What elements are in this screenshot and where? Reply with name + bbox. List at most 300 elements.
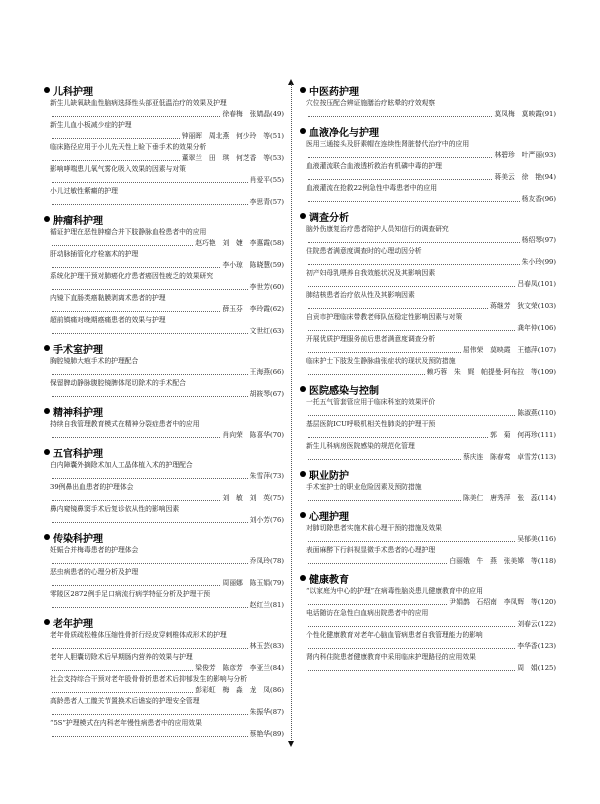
- author-line: [44, 493, 284, 504]
- toc-entry[interactable]: [300, 161, 556, 183]
- bullet-icon: [300, 471, 306, 477]
- bullet-icon: [44, 534, 50, 540]
- toc-section: [44, 341, 284, 400]
- article-authors: 郭 菊 何再珍: [490, 431, 538, 439]
- article-title: 血液灌流联合血液透析救治有机磷中毒的护理: [306, 162, 442, 170]
- bullet-icon: [44, 408, 50, 414]
- author-line: [44, 471, 284, 482]
- dot-leader: [52, 648, 248, 649]
- toc-section: [300, 209, 556, 378]
- toc-entry[interactable]: [44, 293, 284, 315]
- article-authors: 莫凤梅 莫映霞: [494, 110, 543, 118]
- author-line: [44, 109, 284, 120]
- section-heading: [44, 83, 284, 97]
- article-title: 对肺切除患者实施术前心理干预的措施及效果: [306, 524, 442, 532]
- article-authors: 彭彩虹 梅 淼 龙 凤: [195, 686, 271, 694]
- article-authors: 蔡艳华: [249, 730, 271, 738]
- article-authors: 赖巧蓉 朱 娓 帕提曼·阿布拉 等: [426, 368, 538, 376]
- page-number: (75): [270, 494, 284, 502]
- author-line: [300, 367, 556, 378]
- author-line: [300, 194, 556, 205]
- article-authors: 屈伟荣 莫映霞 王德萍: [462, 346, 538, 354]
- article-title: 肺结核患者治疗依从性及其影响因素: [306, 291, 415, 299]
- page-number: (49): [270, 110, 284, 118]
- author-line: [300, 235, 556, 246]
- dot-leader: [52, 607, 248, 608]
- article-title: 血液灌流在抢救22例急性中毒患者中的应用: [306, 184, 437, 192]
- section-title: 职业防护: [309, 470, 349, 482]
- article-title: 零陵区2872例手足口病流行病学特征分析及护理干预: [50, 590, 211, 598]
- toc-entry[interactable]: [300, 98, 556, 120]
- toc-entry[interactable]: [300, 246, 556, 268]
- toc-entry[interactable]: [300, 334, 556, 356]
- toc-entry[interactable]: [300, 290, 556, 312]
- article-title: 超前镇痛对晚期癌痛患者的效果与护理: [50, 316, 166, 324]
- author-line: [44, 556, 284, 567]
- toc-entry[interactable]: [300, 419, 556, 441]
- article-title: 肾内科住院患者健康教育中采用临床护理路径的应用效果: [306, 653, 476, 661]
- article-authors: 林玉芸: [249, 642, 271, 650]
- author-line: [44, 389, 284, 400]
- article-title: 小儿过敏性紫癜的护理: [50, 187, 118, 195]
- page-number: (96): [542, 195, 556, 203]
- dot-leader: [52, 204, 248, 205]
- article-title: 一托五气管套管应用于临床科室的效果评价: [306, 398, 436, 406]
- column-divider: [291, 84, 292, 742]
- article-authors: 刘 敏 刘 英: [222, 494, 271, 502]
- page-number: (73): [270, 472, 284, 480]
- section-title: 医院感染与控制: [309, 385, 379, 397]
- page-number: (63): [270, 327, 284, 335]
- dot-leader: [308, 437, 488, 438]
- toc-section: [300, 124, 556, 205]
- toc-entry[interactable]: [300, 586, 556, 608]
- section-heading: [44, 615, 284, 629]
- article-title: 基层医院ICU呼吸机相关性肺炎的护理干预: [306, 420, 436, 428]
- article-title: 白内障囊外摘除术加人工晶体植入术的护理配合: [50, 461, 193, 469]
- toc-entry[interactable]: [44, 630, 284, 652]
- article-title: 住院患者满意度调查时的心理动因分析: [306, 247, 422, 255]
- toc-entry[interactable]: [44, 545, 284, 567]
- article-title: 胸腔镜肺大疱手术的护理配合: [50, 357, 139, 365]
- toc-section: [44, 212, 284, 337]
- toc-entry[interactable]: [44, 271, 284, 293]
- page-number: (91): [542, 110, 556, 118]
- page-number: (114): [537, 494, 556, 502]
- dot-leader: [308, 415, 515, 416]
- toc-entry[interactable]: [44, 674, 284, 696]
- page-number: (118): [537, 557, 556, 565]
- article-authors: 林碧珍 叶严丽: [494, 151, 543, 159]
- section-title: 老年护理: [53, 618, 93, 630]
- article-title: 自贡市护理临床带教老师队伍稳定性影响因素与对策: [306, 313, 463, 321]
- article-authors: 周 娟: [517, 664, 538, 672]
- page-number: (116): [537, 535, 556, 543]
- article-authors: 蒋美云 徐 艳: [494, 173, 543, 181]
- article-authors: 朱雪萍: [249, 472, 271, 480]
- section-title: 儿科护理: [53, 86, 93, 98]
- article-authors: 梁俊芳 陈彦芳 李亚兰: [195, 664, 271, 672]
- page-number: (79): [270, 579, 284, 587]
- bullet-icon: [44, 216, 50, 222]
- page-number: (123): [537, 642, 556, 650]
- author-line: [44, 153, 284, 164]
- section-heading: [44, 445, 284, 459]
- toc-column-right: [300, 83, 556, 678]
- toc-entry[interactable]: [44, 120, 284, 142]
- page-number: (110): [537, 409, 556, 417]
- bullet-icon: [300, 386, 306, 392]
- toc-section: [44, 445, 284, 526]
- toc-entry[interactable]: [44, 589, 284, 611]
- author-line: [300, 345, 556, 356]
- author-line: [44, 729, 284, 740]
- author-line: [300, 430, 556, 441]
- page-number: (76): [270, 516, 284, 524]
- dot-leader: [308, 179, 492, 180]
- article-authors: 赵巧艳 刘 婕 李惠霞: [195, 239, 271, 247]
- toc-entry[interactable]: [300, 630, 556, 652]
- article-authors: 吕春凤: [517, 280, 538, 288]
- toc-entry[interactable]: [300, 608, 556, 630]
- section-heading: [300, 124, 556, 138]
- page-number: (59): [270, 261, 284, 269]
- toc-entry[interactable]: [300, 652, 556, 674]
- dot-leader: [52, 289, 248, 290]
- author-line: [44, 430, 284, 441]
- toc-entry[interactable]: [44, 718, 284, 740]
- toc-entry[interactable]: [44, 378, 284, 400]
- dot-leader: [308, 626, 515, 627]
- dot-leader: [308, 648, 515, 649]
- author-line: [300, 172, 556, 183]
- toc-section: [300, 508, 556, 567]
- article-title: 医用三通接头及肝素帽在连续性肾脏替代治疗中的应用: [306, 140, 470, 148]
- section-title: 心理护理: [309, 511, 349, 523]
- page-number: (78): [270, 557, 284, 565]
- page-number: (53): [270, 154, 284, 162]
- author-line: [44, 367, 284, 378]
- toc-entry[interactable]: [300, 139, 556, 161]
- toc-entry[interactable]: [44, 186, 284, 208]
- article-title: 社会支持综合干预对老年股骨骨折患者术后抑郁发生的影响与分析: [50, 675, 248, 683]
- article-title: 开展优质护理服务前后患者满意度调查分析: [306, 335, 436, 343]
- page-number: (111): [537, 431, 556, 439]
- toc-section: [300, 382, 556, 463]
- author-line: [44, 131, 284, 142]
- section-title: 精神科护理: [53, 407, 103, 419]
- article-title: 手术室护士的职业危险因素及预防措施: [306, 483, 422, 491]
- dot-leader: [52, 182, 248, 183]
- article-authors: 刘春云: [517, 620, 538, 628]
- section-title: 健康教育: [309, 574, 349, 586]
- article-authors: 吴郁美: [517, 535, 538, 543]
- article-title: 系统化护理干预对肺癌化疗患者癌因性疲乏的效果研究: [50, 272, 214, 280]
- toc-entry[interactable]: [300, 312, 556, 334]
- article-title: 电话随访在急性白血病出院患者中的应用: [306, 609, 429, 617]
- author-line: [44, 326, 284, 337]
- toc-entry[interactable]: [44, 504, 284, 526]
- section-title: 血液净化与护理: [309, 127, 379, 139]
- toc-entry[interactable]: [44, 482, 284, 504]
- section-heading: [300, 508, 556, 522]
- toc-entry[interactable]: [300, 441, 556, 463]
- dot-leader: [308, 563, 447, 564]
- dot-leader: [308, 500, 461, 501]
- article-title: 恶虫病患者的心理分析及护理: [50, 568, 139, 576]
- article-title: 高龄患者人工髋关节置换术后谵妄的护理安全管理: [50, 697, 200, 705]
- article-title: 新生儿缺氧缺血性脑病选择性头部亚低温治疗的效果及护理: [50, 99, 227, 107]
- author-line: [44, 260, 284, 271]
- dot-leader: [52, 396, 248, 397]
- toc-entry[interactable]: [44, 696, 284, 718]
- page-number: (94): [542, 173, 556, 181]
- page-number: (62): [270, 305, 284, 313]
- article-title: 内镜下直肠类癌黏膜剥离术患者的护理: [50, 294, 166, 302]
- article-authors: 杨友香: [521, 195, 543, 203]
- article-title: 脑外伤康复治疗患者陪护人员知信行的调查研究: [306, 225, 449, 233]
- page-number: (51): [270, 132, 284, 140]
- author-line: [300, 279, 556, 290]
- section-title: 传染科护理: [53, 533, 103, 545]
- toc-entry[interactable]: [300, 183, 556, 205]
- divider-bottom-arrow: [288, 741, 294, 747]
- bullet-icon: [300, 512, 306, 518]
- section-heading: [300, 83, 556, 97]
- page-number: (120): [537, 598, 556, 606]
- toc-entry[interactable]: [44, 142, 284, 164]
- section-title: 调查分析: [309, 212, 349, 224]
- bullet-icon: [300, 213, 306, 219]
- author-line: [44, 197, 284, 208]
- toc-entry[interactable]: [300, 356, 556, 378]
- article-authors: 朱小玲: [521, 258, 543, 266]
- section-heading: [44, 212, 284, 226]
- dot-leader: [52, 585, 220, 586]
- article-authors: 周丽娜 陈玉娟: [222, 579, 271, 587]
- article-authors: 肖爱平: [249, 176, 271, 184]
- article-authors: 陈淑燕: [517, 409, 538, 417]
- article-authors: 王海燕: [249, 368, 271, 376]
- article-title: 持续自我管理教育模式在精神分裂症患者中的应用: [50, 420, 200, 428]
- dot-leader: [52, 714, 248, 715]
- toc-entry[interactable]: [300, 268, 556, 290]
- page-number: (57): [270, 198, 284, 206]
- section-heading: [44, 404, 284, 418]
- section-heading: [300, 571, 556, 585]
- bullet-icon: [44, 449, 50, 455]
- article-authors: 文世红: [249, 327, 271, 335]
- dot-leader: [308, 264, 520, 265]
- article-authors: 尹娟鹊 石绍南 李凤辉 等: [449, 598, 538, 606]
- article-title: 肝动脉插管化疗栓塞术的护理: [50, 250, 139, 258]
- article-title: 老年人胆囊切除术后早期肠内营养的效果与护理: [50, 653, 193, 661]
- article-title: 循证护理在恶性肿瘤合并下肢静脉血栓患者中的应用: [50, 228, 207, 236]
- author-line: [44, 238, 284, 249]
- dot-leader: [52, 670, 193, 671]
- section-heading: [300, 209, 556, 223]
- toc-entry[interactable]: [44, 98, 284, 120]
- author-line: [300, 150, 556, 161]
- article-title: 39例鼻出血患者的护理体会: [50, 483, 134, 491]
- page-number: (84): [270, 664, 284, 672]
- article-authors: 乔凤玲: [249, 557, 271, 565]
- author-line: [300, 301, 556, 312]
- author-line: [44, 304, 284, 315]
- dot-leader: [308, 459, 461, 460]
- toc-section: [44, 530, 284, 611]
- toc-entry[interactable]: [44, 567, 284, 589]
- author-line: [300, 641, 556, 652]
- page-number: (113): [537, 453, 556, 461]
- dot-leader: [52, 692, 193, 693]
- bullet-icon: [44, 619, 50, 625]
- article-authors: 董翠兰 田 琪 何芝香 等: [181, 154, 271, 162]
- section-title: 手术室护理: [53, 344, 103, 356]
- dot-leader: [52, 311, 220, 312]
- bullet-icon: [300, 575, 306, 581]
- toc-section: [44, 404, 284, 441]
- page-number: (70): [270, 431, 284, 439]
- page-number: (86): [270, 686, 284, 694]
- page-number: (125): [537, 664, 556, 672]
- dot-leader: [308, 308, 488, 309]
- page-number: (66): [270, 368, 284, 376]
- dot-leader: [308, 604, 447, 605]
- article-authors: 白丽娥 牛 燕 张美嫦 等: [449, 557, 538, 565]
- author-line: [300, 619, 556, 630]
- dot-leader: [52, 736, 248, 737]
- section-heading: [44, 341, 284, 355]
- author-line: [44, 282, 284, 293]
- toc-section: [44, 83, 284, 208]
- author-line: [44, 578, 284, 589]
- article-authors: 蒋继芳 狄文荣: [490, 302, 538, 310]
- toc-entry[interactable]: [44, 460, 284, 482]
- toc-entry[interactable]: [44, 227, 284, 249]
- page-number: (106): [537, 324, 556, 332]
- author-line: [300, 257, 556, 268]
- article-authors: 胡筱琴: [249, 390, 271, 398]
- toc-column-left: [44, 83, 284, 744]
- dot-leader: [308, 157, 492, 158]
- article-authors: 刘小芳: [249, 516, 271, 524]
- page-number: (97): [542, 236, 556, 244]
- bullet-icon: [300, 87, 306, 93]
- author-line: [300, 408, 556, 419]
- author-line: [300, 109, 556, 120]
- toc-entry[interactable]: [300, 397, 556, 419]
- author-line: [44, 685, 284, 696]
- toc-section: [44, 615, 284, 740]
- dot-leader: [308, 352, 461, 353]
- toc-entry[interactable]: [44, 164, 284, 186]
- article-title: “以家庭为中心的护理”在病毒性脑炎患儿健康教育中的应用: [306, 587, 483, 595]
- toc-section: [300, 571, 556, 674]
- section-title: 中医药护理: [309, 86, 359, 98]
- article-authors: 李小琼 陈晓慧: [222, 261, 271, 269]
- author-line: [300, 663, 556, 674]
- section-heading: [300, 382, 556, 396]
- section-heading: [300, 467, 556, 481]
- dot-leader: [52, 160, 180, 161]
- dot-leader: [52, 116, 220, 117]
- author-line: [44, 641, 284, 652]
- article-authors: 肖向荣 陈喜华: [222, 431, 271, 439]
- article-title: 妊娠合并梅毒患者的护理体会: [50, 546, 139, 554]
- dot-leader: [52, 138, 180, 139]
- article-authors: 杨绍琴: [521, 236, 543, 244]
- article-title: 新生儿血小板减少症的护理: [50, 121, 132, 129]
- page-number: (122): [537, 620, 556, 628]
- author-line: [300, 493, 556, 504]
- bullet-icon: [300, 128, 306, 134]
- article-title: 保留脾动静脉腹腔镜脾体尾切除术的手术配合: [50, 379, 186, 387]
- bullet-icon: [44, 87, 50, 93]
- toc-entry[interactable]: [300, 224, 556, 246]
- toc-entry[interactable]: [300, 545, 556, 567]
- dot-leader: [52, 563, 248, 564]
- article-authors: 李世芳: [249, 283, 271, 291]
- page-number: (83): [270, 642, 284, 650]
- dot-leader: [308, 541, 515, 542]
- page-number: (99): [542, 258, 556, 266]
- author-line: [300, 323, 556, 334]
- page-number: (89): [270, 730, 284, 738]
- article-authors: 徐春梅 张婧晶: [222, 110, 271, 118]
- article-title: 影响哮喘患儿氧气雾化吸入效果的因素与对策: [50, 165, 186, 173]
- page-number: (103): [537, 302, 556, 310]
- toc-entry[interactable]: [300, 523, 556, 545]
- page-number: (93): [542, 151, 556, 159]
- article-authors: 钟丽晖 周北燕 何少玲 等: [181, 132, 271, 140]
- dot-leader: [52, 522, 248, 523]
- section-title: 肿瘤科护理: [53, 215, 103, 227]
- author-line: [44, 600, 284, 611]
- dot-leader: [52, 500, 220, 501]
- toc-entry[interactable]: [44, 419, 284, 441]
- author-line: [44, 515, 284, 526]
- article-title: 新生儿科病房医院感染的规范化管理: [306, 442, 415, 450]
- toc-entry[interactable]: [44, 652, 284, 674]
- article-title: 个性化健康教育对老年心脑血管病患者自我管理能力的影响: [306, 631, 483, 639]
- toc-entry[interactable]: [44, 315, 284, 337]
- article-title: 穴位按压配合辨证施膳治疗眩晕的疗效观察: [306, 99, 436, 107]
- section-heading: [44, 530, 284, 544]
- page-number: (107): [537, 346, 556, 354]
- article-title: 老年骨质疏松椎体压缩性骨折行经皮穿刺椎体成形术的护理: [50, 631, 227, 639]
- toc-entry[interactable]: [44, 249, 284, 271]
- article-authors: 蔡庆连 陈春莺 卓雪芳: [462, 453, 538, 461]
- toc-entry[interactable]: [300, 482, 556, 504]
- toc-entry[interactable]: [44, 356, 284, 378]
- article-title: 鼻内窥镜鼻窦手术后复诊依从性的影响因素: [50, 505, 180, 513]
- article-authors: 李华香: [517, 642, 538, 650]
- article-authors: 赵红兰: [249, 601, 271, 609]
- toc-section: [300, 467, 556, 504]
- page-number: (81): [270, 601, 284, 609]
- article-title: 初产妇母乳喂养自我效能状况及其影响因素: [306, 269, 436, 277]
- author-line: [44, 707, 284, 718]
- article-authors: 陈美仁 唐秀萍 张 蕊: [462, 494, 538, 502]
- dot-leader: [52, 267, 220, 268]
- dot-leader: [308, 286, 515, 287]
- page-number: (87): [270, 708, 284, 716]
- dot-leader: [52, 245, 193, 246]
- bullet-icon: [44, 345, 50, 351]
- dot-leader: [308, 374, 425, 375]
- page-number: (109): [537, 368, 556, 376]
